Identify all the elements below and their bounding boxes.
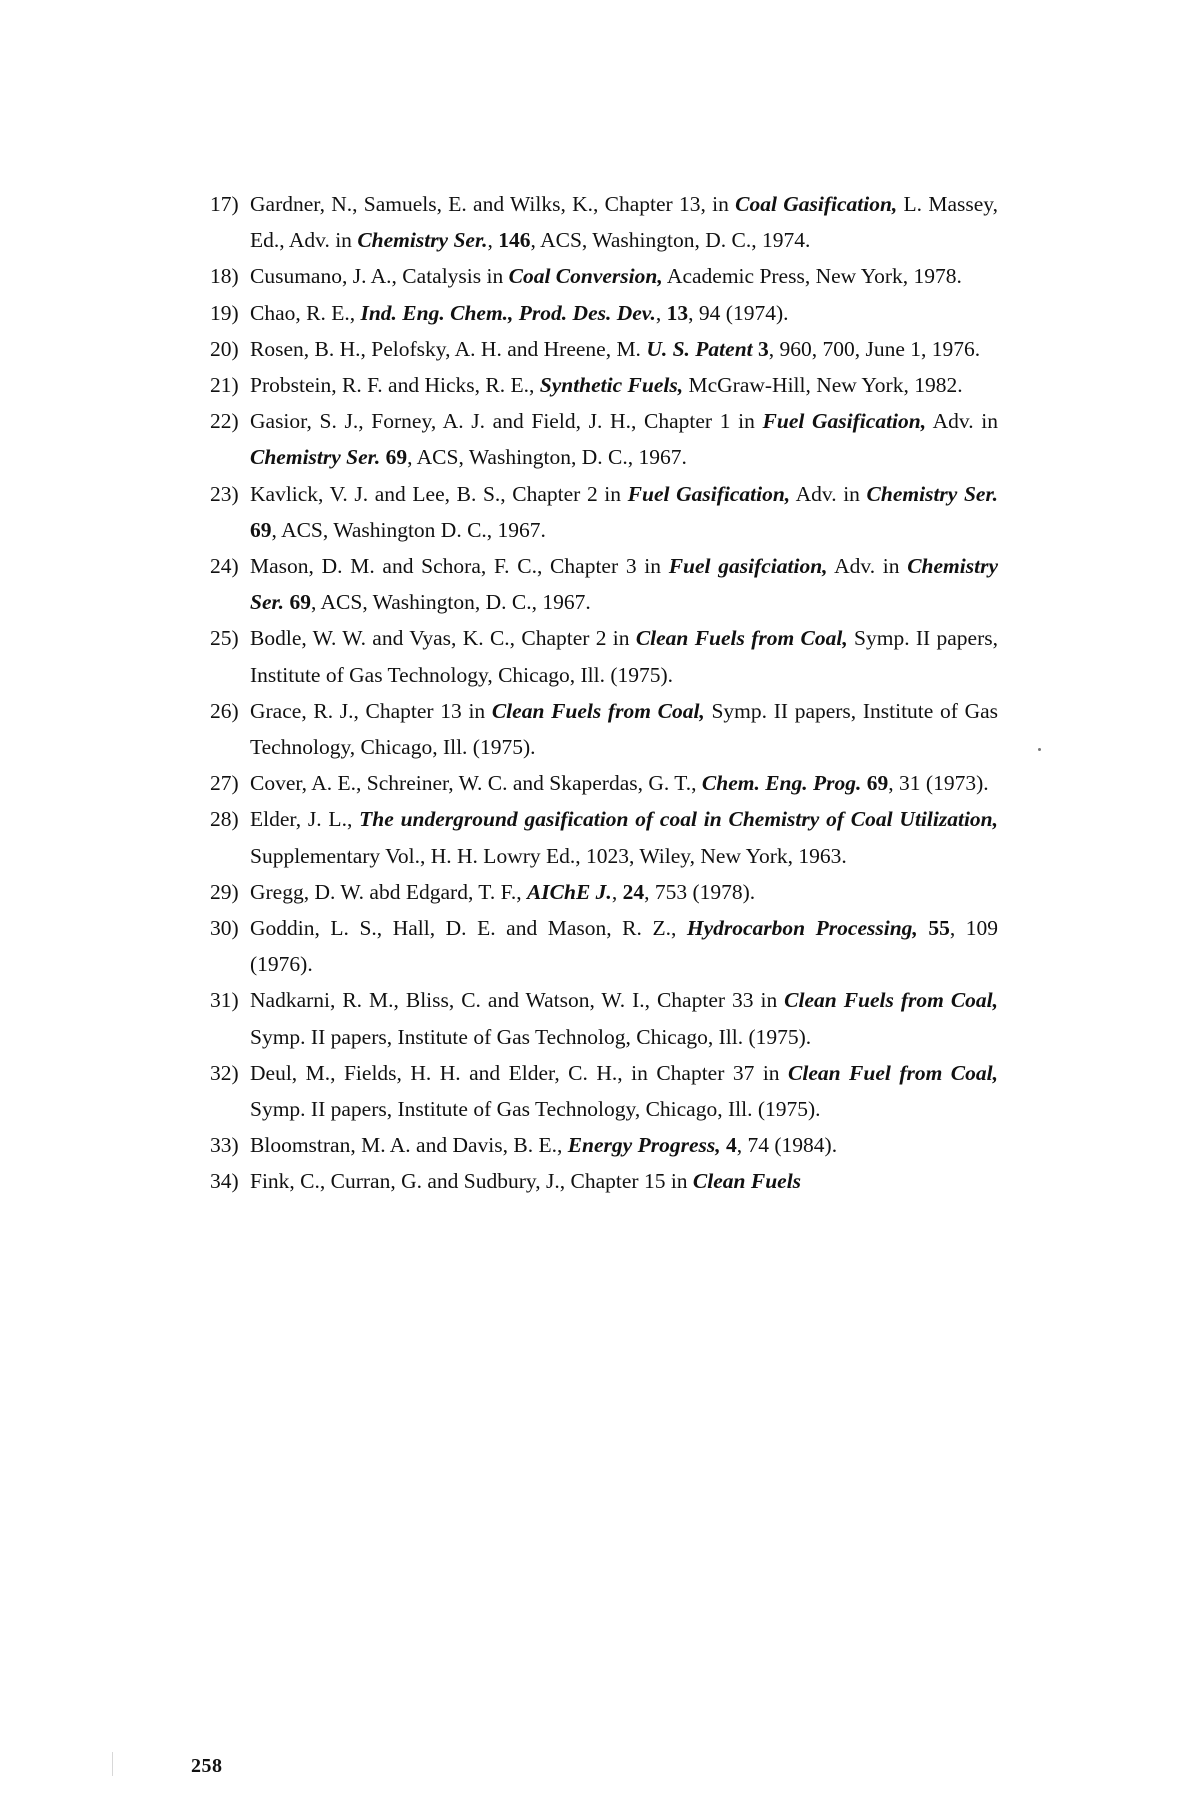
- reference-text: [250, 1061, 998, 1121]
- reference-number: 21): [210, 373, 239, 398]
- reference-segment: Adv. in: [827, 554, 908, 579]
- reference-segment: ,: [655, 300, 667, 325]
- reference-segment: Cover, A. E., Schreiner, W. C. and Skaperdas, G. T.,: [250, 771, 702, 796]
- reference-segment: , 960, 700, June 1, 1976.: [768, 336, 981, 361]
- reference-item: [210, 403, 998, 475]
- reference-volume: 69: [250, 517, 272, 542]
- reference-text: [250, 192, 998, 252]
- reference-item: [210, 801, 998, 873]
- reference-item: [210, 331, 998, 367]
- reference-segment: Gregg, D. W. abd Edgard, T. F.,: [250, 879, 527, 904]
- reference-number: 24): [210, 554, 239, 579]
- reference-title: AIChE J.: [526, 879, 612, 904]
- reference-number: 19): [210, 300, 239, 325]
- reference-segment: , ACS, Washington, D. C., 1967.: [407, 445, 687, 470]
- reference-text: [250, 554, 998, 614]
- reference-text: [250, 409, 998, 469]
- reference-segment: Kavlick, V. J. and Lee, B. S., Chapter 2 in: [250, 481, 628, 506]
- reference-item: [210, 693, 998, 765]
- reference-segment: Goddin, L. S., Hall, D. E. and Mason, R. Z.,: [250, 916, 687, 941]
- reference-volume: 13: [666, 300, 689, 325]
- reference-title: U. S. Patent: [646, 336, 753, 361]
- reference-title: Synthetic Fuels,: [539, 373, 684, 398]
- reference-segment: Rosen, B. H., Pelofsky, A. H. and Hreene, M.: [250, 336, 647, 361]
- reference-number: 27): [210, 771, 239, 796]
- reference-title: Coal Gasification,: [735, 192, 898, 216]
- reference-segment: Gasior, S. J., Forney, A. J. and Field, J. H., Chapter 1 in: [250, 409, 763, 434]
- reference-text: [250, 1169, 801, 1193]
- reference-text: [250, 1133, 837, 1157]
- reference-title: Energy Progress,: [567, 1133, 721, 1158]
- reference-item: [210, 910, 998, 982]
- reference-title: Fuel Gasification,: [762, 409, 927, 434]
- reference-volume: 4: [726, 1133, 737, 1158]
- reference-segment: Fink, C., Curran, G. and Sudbury, J., Chapter 15 in: [250, 1169, 693, 1194]
- reference-item: [210, 1163, 998, 1199]
- reference-segment: Supplementary Vol., H. H. Lowry Ed., 1023, Wiley, New York, 1963.: [250, 843, 847, 868]
- reference-segment: Adv. in: [926, 409, 998, 434]
- reference-title: Clean Fuels from Coal,: [784, 988, 999, 1013]
- reference-text: [250, 482, 998, 542]
- reference-item: [210, 874, 998, 910]
- reference-item: [210, 295, 998, 331]
- reference-item: [210, 1127, 998, 1163]
- reference-item: [210, 186, 998, 258]
- reference-segment: Symp. II papers, Institute of Gas Technology, Chicago, Ill. (1975).: [250, 1097, 821, 1122]
- reference-title: Clean Fuel from Coal,: [788, 1060, 998, 1085]
- reference-segment: Cusumano, J. A., Catalysis in: [250, 264, 509, 289]
- reference-segment: , 31 (1973).: [888, 771, 989, 796]
- reference-segment: Academic Press, New York, 1978.: [662, 264, 962, 289]
- scan-edge-mark: [112, 1752, 113, 1776]
- reference-number: 17): [210, 192, 239, 216]
- reference-segment: ,: [487, 228, 499, 253]
- reference-segment: L. Massey, Ed., Adv. in: [250, 192, 998, 253]
- reference-number: 22): [210, 409, 239, 434]
- reference-segment: , ACS, Washington, D. C., 1974.: [530, 228, 811, 253]
- reference-number: 26): [210, 698, 239, 723]
- reference-segment: Adv. in: [790, 481, 867, 506]
- reference-number: 33): [210, 1133, 239, 1158]
- reference-text: [250, 916, 998, 976]
- reference-title: The underground gasification of coal in Chemistry of Coal Utilization,: [359, 807, 998, 832]
- reference-item: [210, 982, 998, 1054]
- reference-number: 28): [210, 807, 239, 832]
- reference-item: [210, 548, 998, 620]
- reference-volume: 24: [622, 879, 645, 904]
- reference-segment: , 109 (1976).: [250, 916, 999, 977]
- reference-segment: , ACS, Washington D. C., 1967.: [271, 517, 546, 542]
- reference-number: 25): [210, 626, 239, 651]
- reference-segment: Nadkarni, R. M., Bliss, C. and Watson, W. I., Chapter 33 in: [250, 988, 785, 1013]
- scan-speck: [1038, 748, 1041, 751]
- reference-item: [210, 1055, 998, 1127]
- reference-item: [210, 476, 998, 548]
- reference-segment: Gardner, N., Samuels, E. and Wilks, K., Chapter 13, in: [250, 192, 736, 216]
- reference-text: [250, 626, 998, 686]
- reference-segment: ,: [611, 879, 623, 904]
- reference-segment: , 753 (1978).: [644, 879, 756, 904]
- reference-segment: Symp. II papers, Institute of Gas Technology, Chicago, Ill. (1975).: [250, 698, 998, 760]
- reference-text: [250, 699, 998, 759]
- reference-segment: Bloomstran, M. A. and Davis, B. E.,: [250, 1133, 568, 1158]
- reference-number: 32): [210, 1060, 239, 1085]
- reference-title: Chem. Eng. Prog.: [701, 771, 862, 796]
- reference-segment: , ACS, Washington, D. C., 1967.: [310, 590, 591, 615]
- reference-volume: 69: [385, 445, 408, 470]
- reference-text: [250, 807, 998, 867]
- reference-title: Fuel Gasification,: [627, 481, 791, 506]
- reference-text: [250, 301, 789, 325]
- reference-title: Clean Fuels: [692, 1169, 802, 1194]
- page-number: 258: [191, 1755, 223, 1777]
- reference-title: Hydrocarbon Processing,: [686, 916, 918, 941]
- reference-volume: 69: [866, 771, 889, 796]
- reference-volume: 55: [928, 916, 950, 941]
- reference-title: Chemistry Ser.: [357, 228, 488, 253]
- reference-item: [210, 367, 998, 403]
- reference-segment: Symp. II papers, Institute of Gas Technology, Chicago, Ill. (1975).: [250, 626, 998, 687]
- reference-title: Fuel gasifciation,: [668, 554, 828, 579]
- reference-title: Chemistry Ser.: [866, 481, 999, 506]
- reference-text: [250, 988, 998, 1048]
- reference-segment: [918, 916, 929, 940]
- reference-item: [210, 258, 998, 294]
- reference-item: [210, 620, 998, 692]
- reference-text: [250, 337, 980, 361]
- reference-title: Coal Conversion,: [508, 264, 663, 289]
- reference-item: [210, 765, 998, 801]
- reference-text: [250, 264, 962, 288]
- reference-title: Chemistry Ser.: [250, 554, 999, 615]
- reference-number: 29): [210, 879, 239, 904]
- reference-number: 31): [210, 988, 239, 1013]
- reference-volume: 146: [498, 228, 531, 253]
- reference-title: Clean Fuels from Coal,: [491, 698, 705, 723]
- reference-segment: Mason, D. M. and Schora, F. C., Chapter 3 in: [250, 554, 669, 579]
- reference-number: 20): [210, 336, 239, 361]
- reference-number: 34): [210, 1169, 239, 1194]
- reference-segment: Deul, M., Fields, H. H. and Elder, C. H., in Chapter 37 in: [250, 1060, 789, 1085]
- reference-segment: , 74 (1984).: [736, 1133, 838, 1158]
- reference-title: Ind. Eng. Chem., Prod. Des. Dev.: [360, 300, 656, 325]
- reference-segment: Chao, R. E.,: [250, 300, 361, 325]
- reference-title: Clean Fuels from Coal,: [635, 626, 848, 651]
- reference-number: 30): [210, 916, 239, 941]
- reference-segment: McGraw-Hill, New York, 1982.: [683, 373, 963, 398]
- reference-segment: Symp. II papers, Institute of Gas Technolog, Chicago, Ill. (1975).: [250, 1024, 812, 1049]
- reference-text: [250, 880, 755, 904]
- reference-volume: 69: [289, 590, 311, 615]
- reference-title: Chemistry Ser.: [250, 445, 381, 470]
- reference-volume: 3: [758, 336, 769, 361]
- reference-segment: Grace, R. J., Chapter 13 in: [250, 698, 492, 723]
- reference-list: [210, 186, 998, 1200]
- reference-segment: Elder, J. L.,: [250, 807, 360, 832]
- reference-number: 23): [210, 481, 239, 506]
- reference-segment: Bodle, W. W. and Vyas, K. C., Chapter 2 in: [250, 626, 636, 651]
- reference-text: [250, 373, 963, 397]
- reference-number: 18): [210, 264, 239, 289]
- reference-text: [250, 771, 989, 795]
- reference-segment: , 94 (1974).: [688, 300, 789, 325]
- reference-segment: Probstein, R. F. and Hicks, R. E.,: [250, 373, 540, 398]
